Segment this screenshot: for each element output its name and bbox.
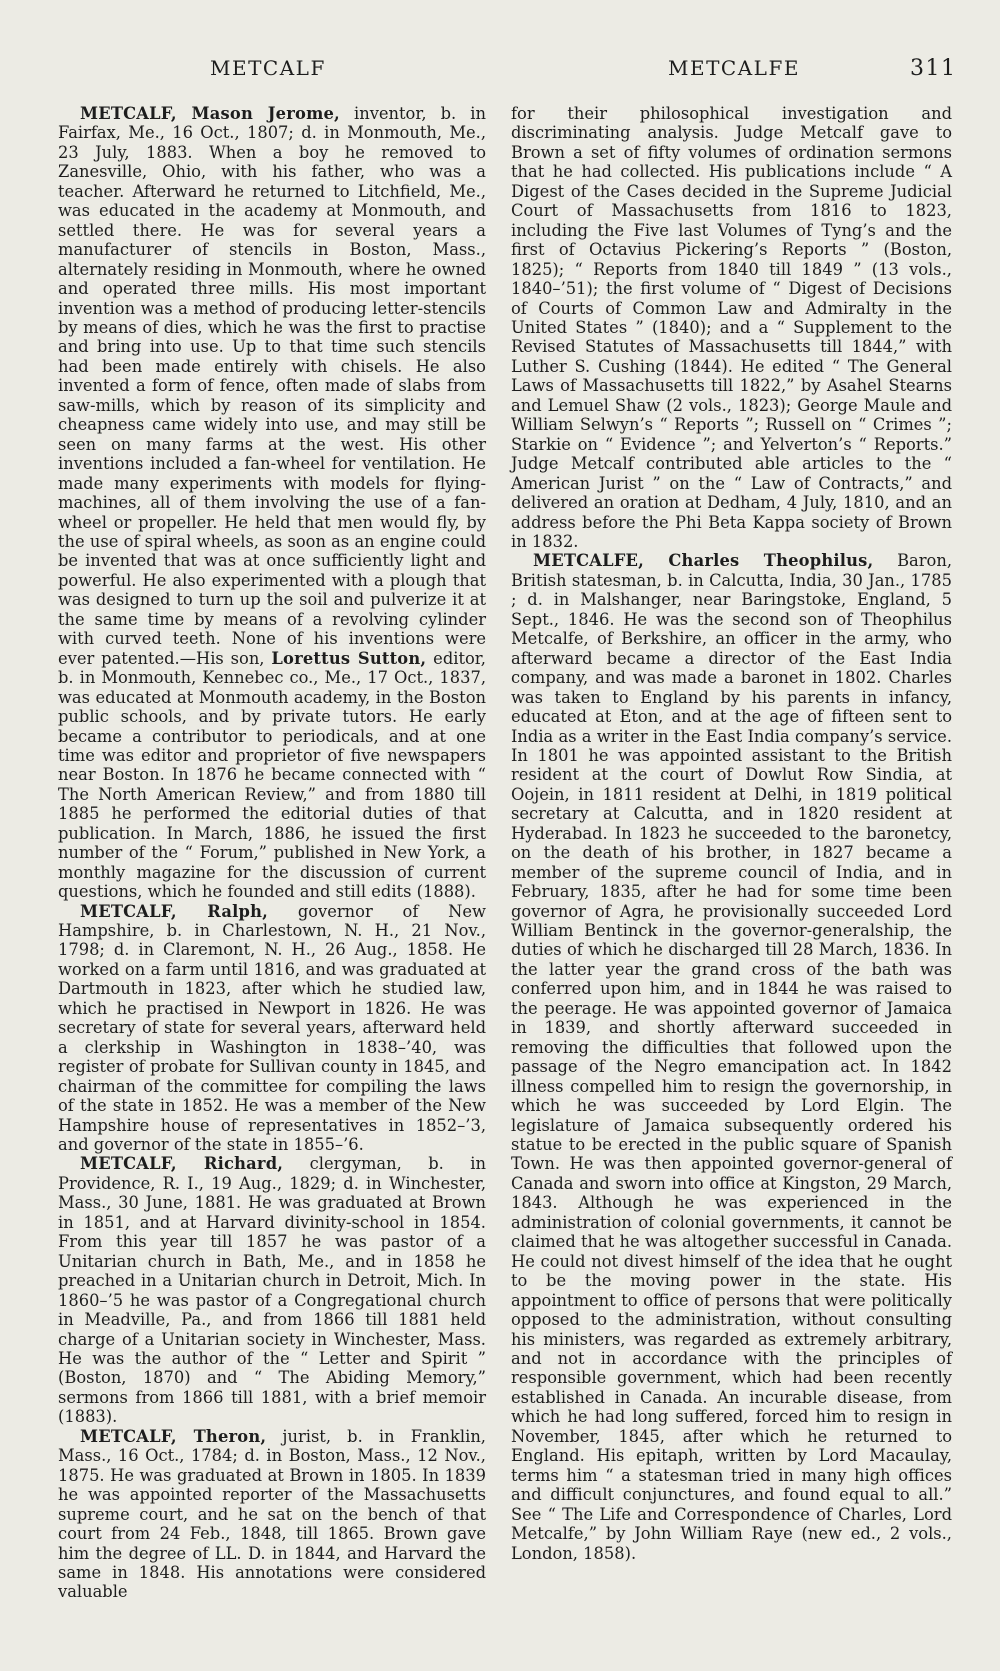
page-number: 311 <box>910 56 957 81</box>
entry-heading: METCALF, Ralph, <box>80 901 269 921</box>
entry-richard-metcalf <box>58 1154 486 1426</box>
entry-text: jurist, b. in Franklin, Mass., 16 Oct., 1784; d. in Boston, Mass., 12 Nov., 1875. He was graduated at Brown in 1805. In 1839 he was appointed reporter of the Massachusetts supreme court, and he sat on the bench of that court from 24 Feb., 1848, till 1865. Brown gave him the degree of LL. D. in 1844, and Harvard the same in 1848. His annotations were considered valuable <box>58 1426 486 1602</box>
running-head-left: METCALF <box>210 56 326 80</box>
entry-charles-theophilus-metcalfe <box>511 551 952 1563</box>
entry-text: Baron, British statesman, b. in Calcutta, India, 30 Jan., 1785 ; d. in Malshanger, near Baringstoke, England, 5 Sept., 1846. He was the second son of Theophilus Metcalfe, of Berkshire, an officer in the army, who afterward became a director of the East India company, and was made a baronet in 1802. Charles was taken to England by his parents in infancy, educated at Eton, and at the age of fifteen sent to India as a writer in the East India company’s service. In 1801 he was appointed assistant to the British resident at the court of Dowlut Row Sindia, at Oojein, in 1811 resident at Delhi, in 1819 political secretary at Calcutta, and in 1820 resident at Hyderabad. In 1823 he succeeded to the baronetcy, on the death of his brother, in 1827 became a member of the supreme council of India, and in February, 1835, after he had for some time been governor of Agra, he provisionally succeeded Lord William Bentinck in the governor-generalship, the duties of which he discharged till 28 March, 1836. In the latter year the grand cross of the bath was conferred upon him, and in 1844 he was raised to the peerage. He was appointed governor of Jamaica in 1839, and shortly afterward succeeded in removing the difficulties that followed upon the passage of the Negro emancipation act. In 1842 illness compelled him to resign the governorship, in which he was succeeded by Lord Elgin. The legislature of Jamaica subsequently ordered his statue to be erected in the public square of Spanish Town. He was then appointed governor-general of Canada and sworn into office at Kingston, 29 March, 1843. Although he was experienced in the administration of colonial governments, it cannot be claimed that he was altogether successful in Canada. He could not divest himself of the idea that he ought to be the moving power in the state. His appointment to office of persons that were politically opposed to the administration, without consulting his ministers, was regarded as extremely arbitrary, and not in accordance with the principles of responsible government, which had been recently established in Canada. An incurable disease, from which he had long suffered, forced him to resign in November, 1845, after which he returned to England. His epitaph, written by Lord Macaulay, terms him “ a statesman tried in many high offices and difficult conjunctures, and found equal to all.” See “ The Life and Correspondence of Charles, Lord Metcalfe,” by John William Raye (new ed., 2 vols., London, 1858). <box>511 551 952 1563</box>
entry-heading: METCALFE, Charles Theophilus, <box>533 551 874 571</box>
entry-ralph-metcalf <box>58 902 486 1155</box>
entry-heading: METCALF, Richard, <box>80 1154 284 1174</box>
entry-text: inventor, b. in Fairfax, Me., 16 Oct., 1807; d. in Monmouth, Me., 23 July, 1883. When a boy he removed to Zanesville, Ohio, with his father, who was a teacher. Afterward he returned to Litchfield, Me., was educated in the academy at Monmouth, and settled there. He was for several years a manufacturer of stencils in Boston, Mass., alternately residing in Monmouth, where he owned and operated three mills. His most important invention was a method of producing letter-stencils by means of dies, which he was the first to practise and bring into use. Up to that time such stencils had been made entirely with chisels. He also invented a form of fence, often made of slabs from saw-mills, which by reason of its simplicity and cheapness came widely into use, and may still be seen on many farms at the west. His other inventions included a fan-wheel for ventilation. He made many experiments with models for flying-machines, all of them involving the use of a fan-wheel or propeller. He held that men would fly, by the use of spiral wheels, as soon as an engine could be invented that was at once sufficiently light and powerful. He also experimented with a plough that was designed to turn up the soil and pulverize it at the same time by means of a revolving cylinder with curved teeth. None of his inventions were ever patented.—His son, <box>58 104 486 668</box>
entry-mason-jerome-metcalf <box>58 104 486 902</box>
entry-theron-metcalf <box>58 1427 486 1602</box>
entry-subheading: Lorettus Sutton, <box>271 648 427 668</box>
entry-heading: METCALF, Theron, <box>80 1426 267 1446</box>
entry-heading: METCALF, Mason Jerome, <box>80 104 340 123</box>
running-head-center: METCALFE <box>668 56 800 80</box>
entry-text: for their philosophical investigation and discriminating analysis. Judge Metcalf gave to Brown a set of fifty volumes of ordination sermons that he had collected. His publications include “ A Digest of the Cases decided in the Supreme Judicial Court of Massachusetts from 1816 to 1823, including the Five last Volumes of Tyng’s and the first of Octavius Pickering’s Reports ” (Boston, 1825); “ Reports from 1840 till 1849 ” (13 vols., 1840–’51); the first volume of “ Digest of Decisions of Courts of Common Law and Admiralty in the United States ” (1840); and a “ Supplement to the Revised Statutes of Massachusetts till 1844,” with Luther S. Cushing (1844). He edited “ The General Laws of Massachusetts till 1822,” by Asahel Stearns and Lemuel Shaw (2 vols., 1823); George Maule and William Selwyn’s “ Reports ”; Russell on “ Crimes ”; Starkie on “ Evidence ”; and Yelverton’s “ Reports.” Judge Metcalf contributed able articles to the “ American Jurist ” on the “ Law of Contracts,” and delivered an oration at Dedham, 4 July, 1810, and an address before the Phi Beta Kappa society of Brown in 1832. <box>511 104 952 551</box>
entry-text: editor, b. in Monmouth, Kennebec co., Me., 17 Oct., 1837, was educated at Monmouth academy, in the Boston public schools, and by private tutors. He early became a contributor to periodicals, and at one time was editor and proprietor of five newspapers near Boston. In 1876 he became connected with “ The North American Review,” and from 1880 till 1885 he performed the editorial duties of that publication. In March, 1886, he issued the first number of the “ Forum,” published in New York, a monthly magazine for the discussion of current questions, which he founded and still edits (1888). <box>58 648 486 902</box>
entry-text: governor of New Hampshire, b. in Charlestown, N. H., 21 Nov., 1798; d. in Claremont, N. H., 26 Aug., 1858. He worked on a farm until 1816, and was graduated at Dartmouth in 1823, after which he studied law, which he practised in Newport in 1826. He was secretary of state for several years, afterward held a clerkship in Washington in 1838–’40, was register of probate for Sullivan county in 1845, and chairman of the committee for compiling the laws of the state in 1852. He was a member of the New Hampshire house of representatives in 1852–’3, and governor of the state in 1855–’6. <box>58 901 486 1155</box>
left-column <box>58 104 486 1602</box>
entry-theron-metcalf-continued <box>511 104 952 551</box>
right-column <box>511 104 952 1563</box>
entry-text: clergyman, b. in Providence, R. I., 19 Aug., 1829; d. in Winchester, Mass., 30 June, 1881. He was graduated at Brown in 1851, and at Harvard divinity-school in 1854. From this year till 1857 he was pastor of a Unitarian church in Bath, Me., and in 1858 he preached in a Unitarian church in Detroit, Mich. In 1860–’5 he was pastor of a Congregational church in Meadville, Pa., and from 1866 till 1881 held charge of a Unitarian society in Winchester, Mass. He was the author of the “ Letter and Spirit ” (Boston, 1870) and “ The Abiding Memory,” sermons from 1866 till 1881, with a brief memoir (1883). <box>58 1154 486 1427</box>
